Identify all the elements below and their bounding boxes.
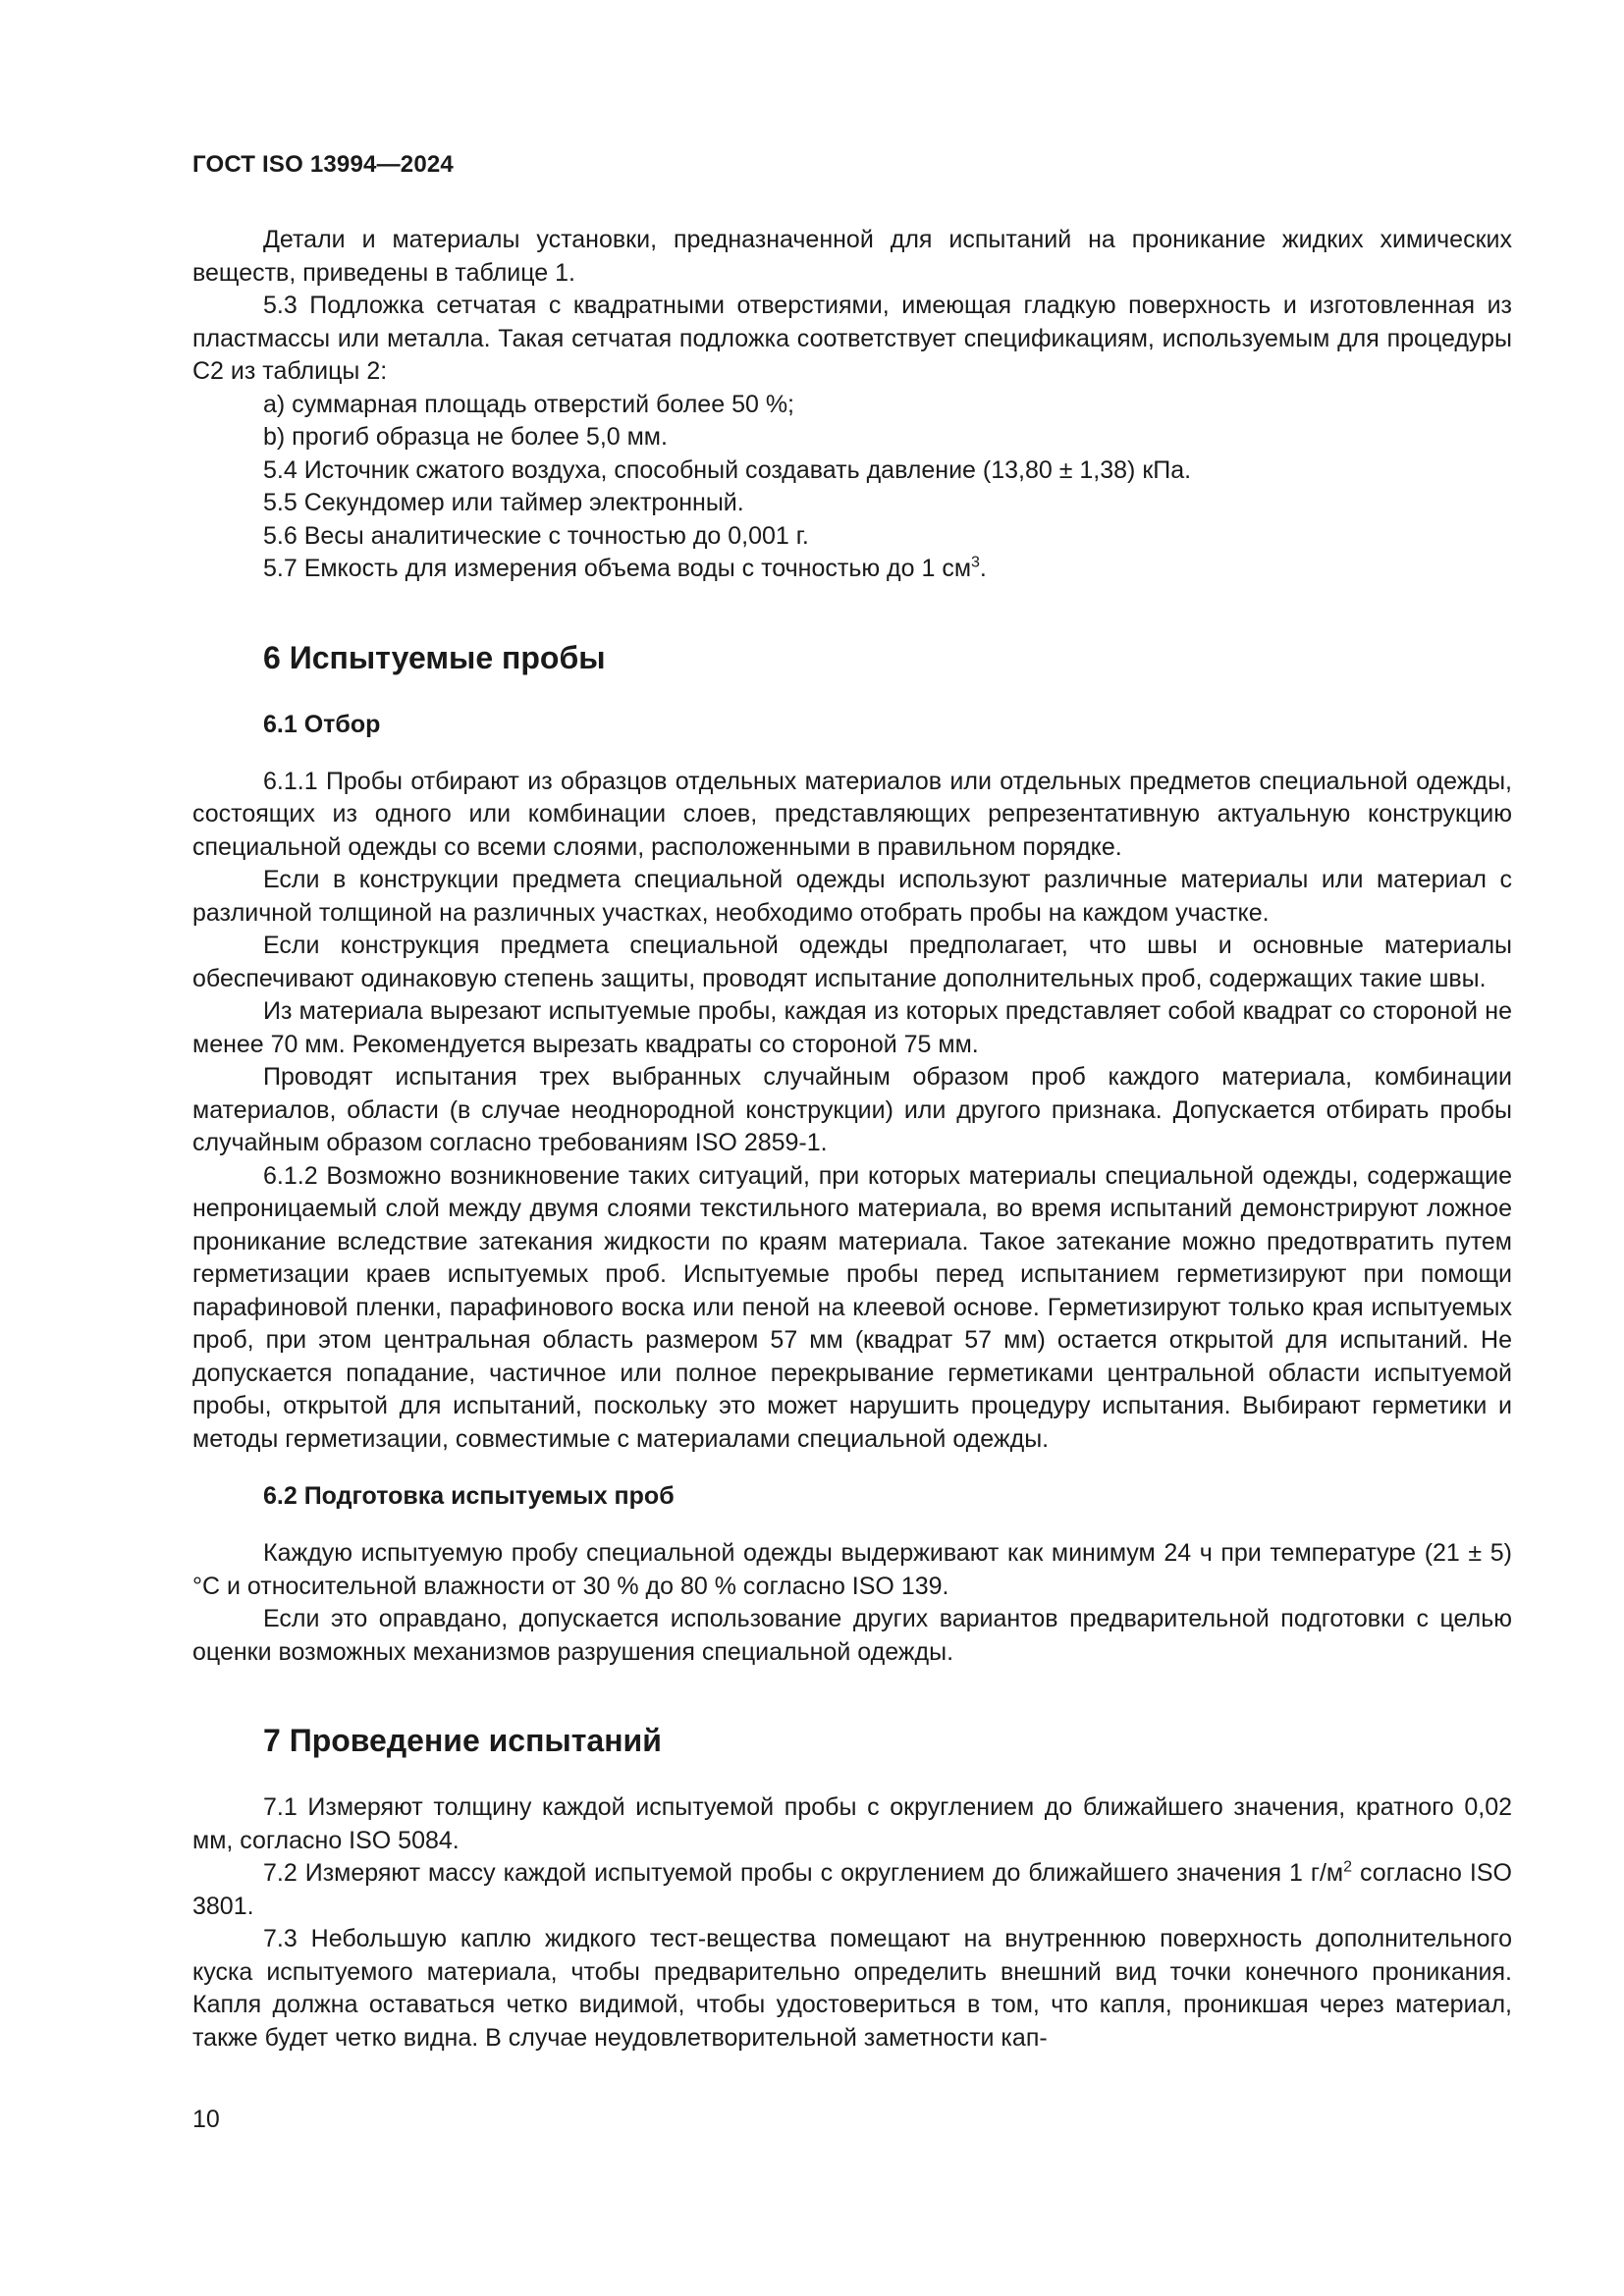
- paragraph-5-6: 5.6 Весы аналитические с точностью до 0,001 г.: [263, 521, 809, 550]
- list-item-b: b) прогиб образца не более 5,0 мм.: [263, 423, 668, 451]
- paragraph-5-5: 5.5 Секундомер или таймер электронный.: [263, 489, 744, 516]
- paragraph-alternative-conditioning: Если это оправдано, допускается использование других вариантов предварительной подготовки с целью оценки возможных механизмов разрушения специальной одежды.: [192, 1605, 1512, 1666]
- subsection-6-2-heading: 6.2 Подготовка испытуемых проб: [263, 1482, 675, 1510]
- section-7-heading: 7 Проведение испытаний: [263, 1723, 662, 1758]
- superscript-square: 2: [1343, 1858, 1353, 1876]
- document-body: [192, 224, 1512, 2055]
- running-header: ГОСТ ISO 13994—2024: [192, 151, 454, 178]
- subsection-6-1-heading: 6.1 Отбор: [263, 710, 381, 738]
- paragraph-7-2-end: согласно ISO 3801.: [192, 1859, 1513, 1920]
- paragraph-5-7: [192, 553, 1512, 586]
- paragraph-three-specimens: Проводят испытания трех выбранных случайным образом проб каждого материала, комбинации материалов, области (в случае неоднородной конструкции) или другого признака. Допускается отбирать пробы случайным образом согласно требованиям ISO 2859-1.: [192, 1063, 1512, 1156]
- paragraph-equipment-details: Детали и материалы установки, предназначенной для испытаний на проникание жидких химических веществ, приведены в таблице 1.: [192, 226, 1512, 287]
- paragraph-7-3: 7.3 Небольшую каплю жидкого тест-вещества помещают на внутреннюю поверхность дополнительного куска испытуемого материала, чтобы предварительно определить внешний вид точки конечного проникания. Капля должна оставаться четко видимой, чтобы удостовериться в том, что капля, проникшая через материал, также будет четко видна. В случае неудовлетворительной заметности кап-: [192, 1925, 1512, 2052]
- paragraph-5-7-end: .: [979, 555, 987, 582]
- paragraph-cut-specimens: Из материала вырезают испытуемые пробы, каждая из которых представляет собой квадрат со стороной не менее 70 мм. Рекомендуется вырезать квадраты со стороной 75 мм.: [192, 997, 1512, 1058]
- paragraph-5-4: 5.4 Источник сжатого воздуха, способный создавать давление (13,80 ± 1,38) кПа.: [263, 455, 1192, 484]
- paragraph-7-1: 7.1 Измеряют толщину каждой испытуемой пробы с округлением до ближайшего значения, кратного 0,02 мм, согласно ISO 5084.: [192, 1793, 1512, 1854]
- section-6-heading: 6 Испытуемые пробы: [263, 639, 606, 675]
- paragraph-7-2: [192, 1857, 1512, 1923]
- paragraph-5-3: 5.3 Подложка сетчатая с квадратными отверстиями, имеющая гладкую поверхность и изготовленная из пластмассы или металла. Такая сетчатая подложка соответствует спецификациям, используемым для процедуры С2 из таблицы 2:: [192, 292, 1512, 385]
- page-number: 10: [192, 2106, 220, 2133]
- list-item-a: a) суммарная площадь отверстий более 50 %;: [263, 390, 794, 418]
- paragraph-5-7-text: 5.7 Емкость для измерения объема воды с точностью до 1 см: [263, 555, 972, 582]
- superscript-cube: 3: [971, 554, 980, 571]
- paragraph-7-2-text: 7.2 Измеряют массу каждой испытуемой пробы с округлением до ближайшего значения 1 г/м: [263, 1859, 1344, 1887]
- paragraph-conditioning: Каждую испытуемую пробу специальной одежды выдерживают как минимум 24 ч при температуре (21 ± 5) °С и относительной влажности от 30 % до 80 % согласно ISO 139.: [192, 1539, 1512, 1600]
- paragraph-different-materials: Если в конструкции предмета специальной одежды используют различные материалы или материал с различной толщиной на различных участках, необходимо отобрать пробы на каждом участке.: [192, 866, 1512, 927]
- paragraph-6-1-1: 6.1.1 Пробы отбирают из образцов отдельных материалов или отдельных предметов специальной одежды, состоящих из одного или комбинации слоев, представляющих репрезентативную актуальную конструкцию специальной одежды со всеми слоями, расположенными в правильном порядке.: [192, 767, 1512, 861]
- paragraph-6-1-2: 6.1.2 Возможно возникновение таких ситуаций, при которых материалы специальной одежды, содержащие непроницаемый слой между двумя слоями текстильного материала, во время испытаний демонстрируют ложное проникание вследствие затекания жидкости по краям материала. Такое затекание можно предотвратить путем герметизации краев испытуемых проб. Испытуемые пробы перед испытанием герметизируют при помощи парафиновой пленки, парафинового воска или пеной на клеевой основе. Герметизируют только края испытуемых проб, при этом центральная область размером 57 мм (квадрат 57 мм) остается открытой для испытаний. Не допускается попадание, частичное или полное перекрывание герметиками центральной области испытуемой пробы, открытой для испытаний, поскольку это может нарушить процедуру испытания. Выбирают герметики и методы герметизации, совместимые с материалами специальной одежды.: [192, 1161, 1512, 1453]
- paragraph-seams: Если конструкция предмета специальной одежды предполагает, что швы и основные материалы обеспечивают одинаковую степень защиты, проводят испытание дополнительных проб, содержащих такие швы.: [192, 932, 1512, 992]
